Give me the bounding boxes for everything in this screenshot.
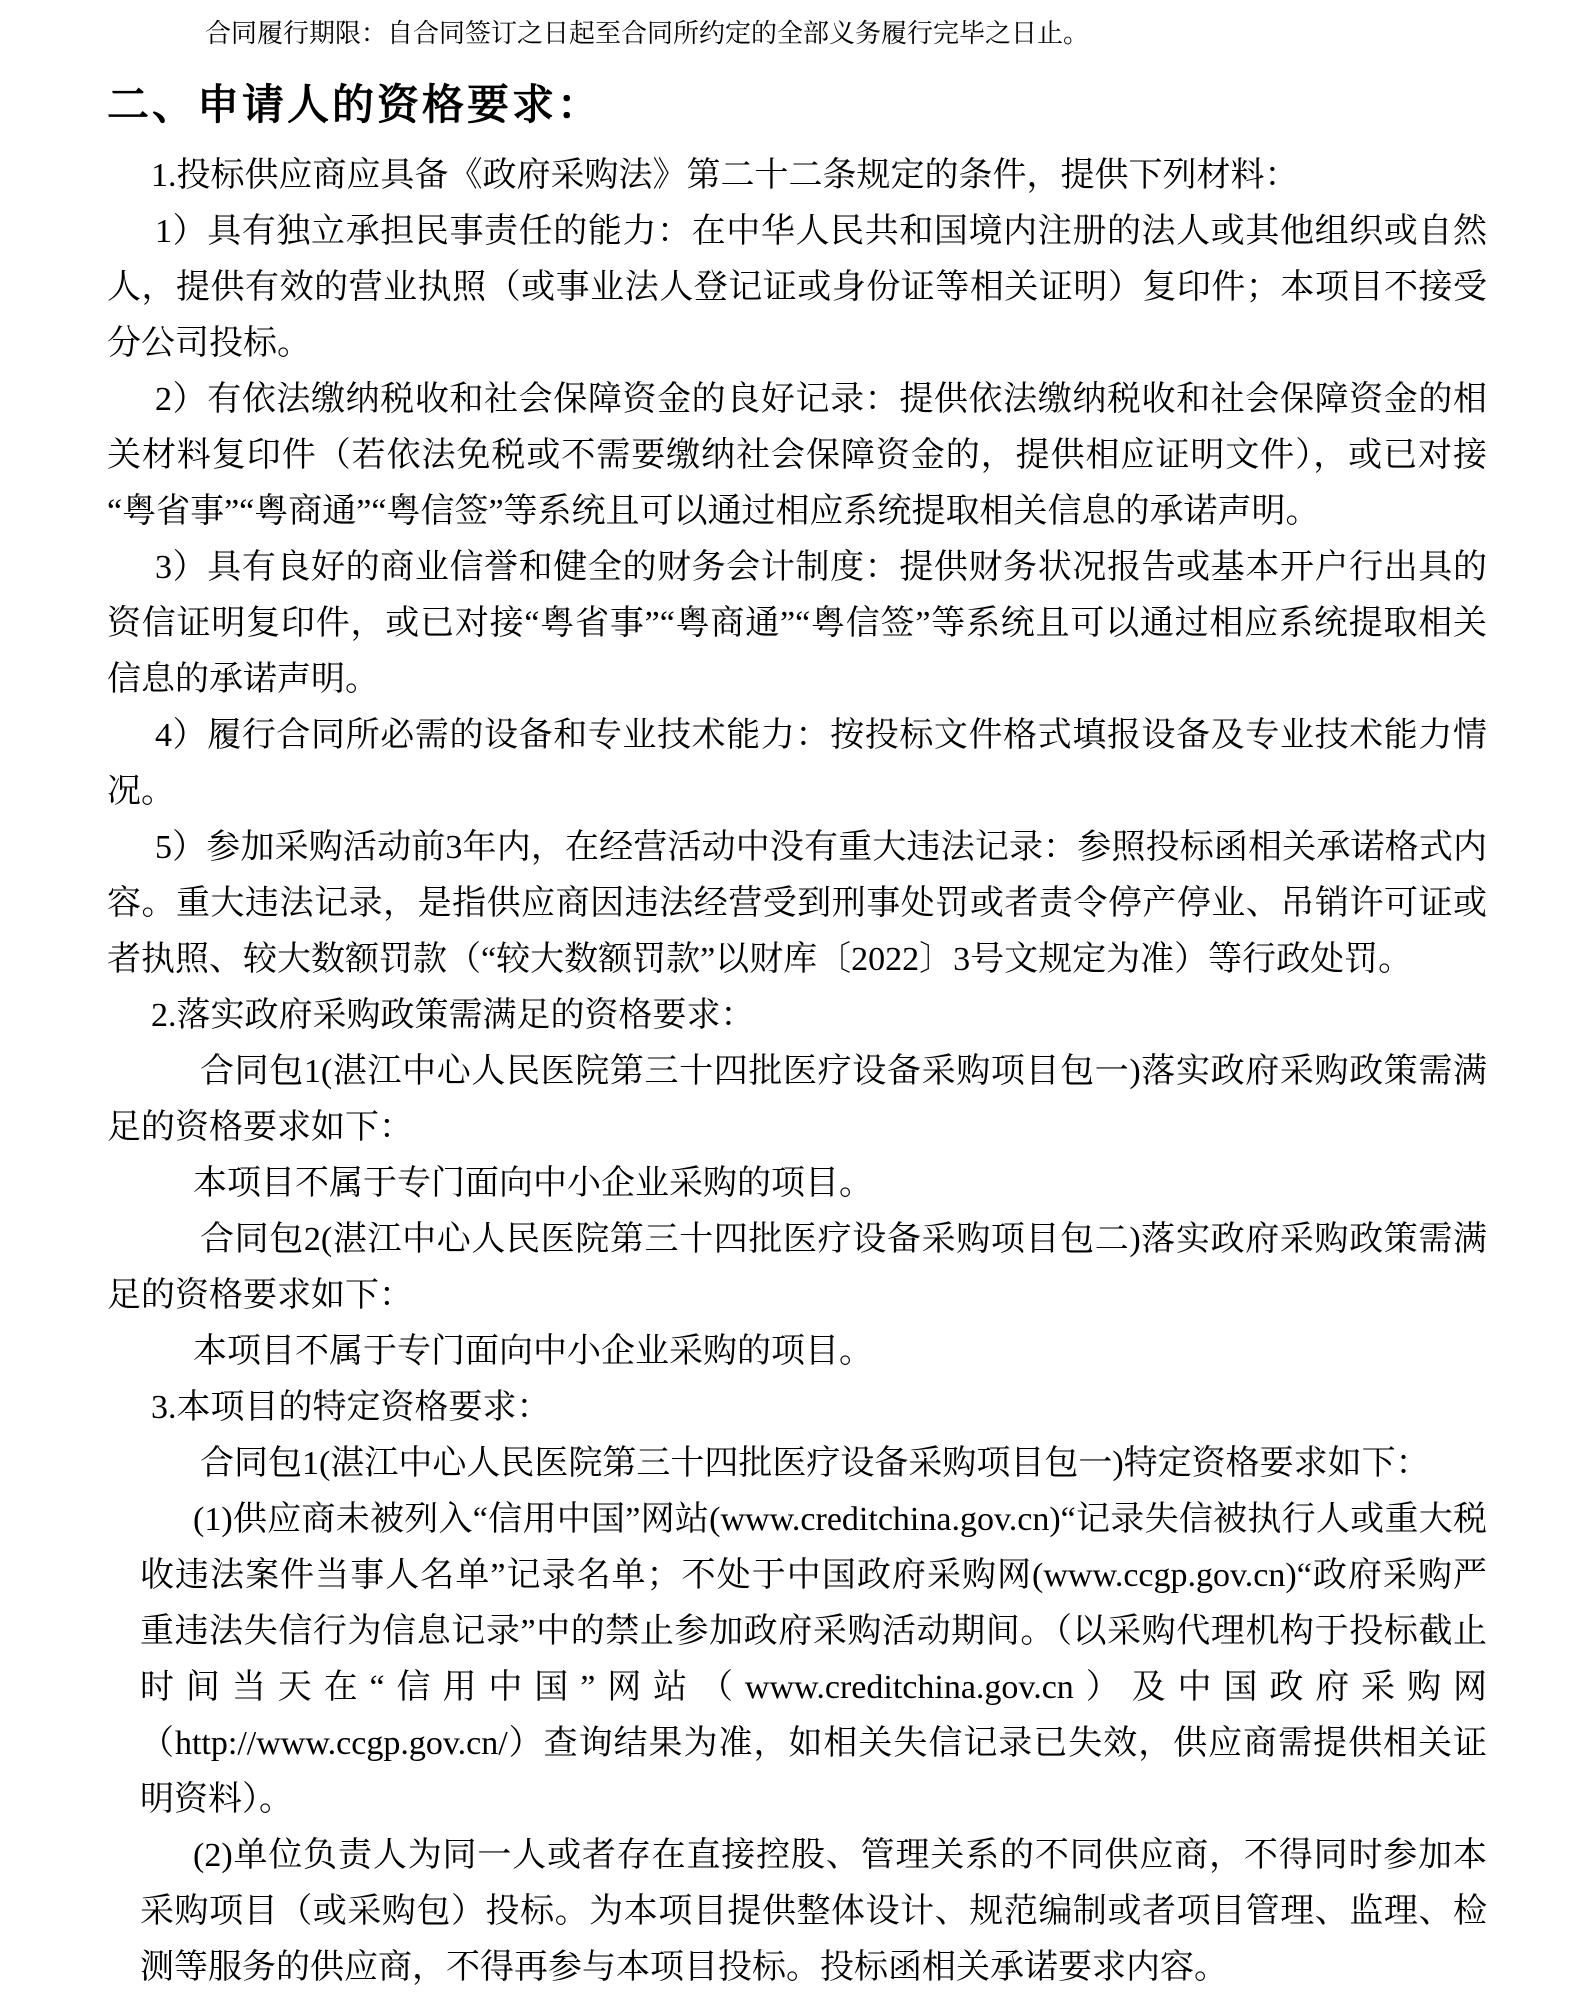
paragraph-no-major-violations: 5）参加采购活动前3年内，在经营活动中没有重大违法记录：参照投标函相关承诺格式内容。重大违法记录，是指供应商因违法经营受到刑事处罚或者责令停产停业、吊销许可证或者执照、较大数额罚款（“较大数额罚款”以财库〔2022〕3号文规定为准）等行政处罚。 (107, 829, 1487, 978)
paragraph-business-reputation: 3）具有良好的商业信誉和健全的财务会计制度：提供财务状况报告或基本开户行出具的资信证明复印件，或已对接“粤省事”“粤商通”“粤信签”等系统且可以通过相应系统提取相关信息的承诺声明。 (107, 549, 1487, 698)
paragraph-tax-social-security: 2）有依法缴纳税收和社会保障资金的良好记录：提供依法缴纳税收和社会保障资金的相关材料复印件（若依法免税或不需要缴纳社会保障资金的，提供相应证明文件），或已对接“粤省事”“粤商通”“粤信签”等系统且可以通过相应系统提取相关信息的承诺声明。 (107, 381, 1487, 530)
paragraph-package1-not-sme: 本项目不属于专门面向中小企业采购的项目。 (193, 1165, 873, 1202)
paragraph-package2-not-sme: 本项目不属于专门面向中小企业采购的项目。 (193, 1333, 873, 1370)
paragraph-supplier-conditions: 1.投标供应商应具备《政府采购法》第二十二条规定的条件，提供下列材料： (151, 157, 1299, 194)
paragraph-specific-requirements: 3.本项目的特定资格要求： (151, 1389, 551, 1426)
paragraph-package2-policy: 合同包2(湛江中心人民医院第三十四批医疗设备采购项目包二)落实政府采购政策需满足的资格要求如下： (107, 1221, 1487, 1314)
section-heading-applicant-qualifications: 二、申请人的资格要求： (107, 83, 603, 129)
paragraph-package1-specific: 合同包1(湛江中心人民医院第三十四批医疗设备采购项目包一)特定资格要求如下： (200, 1445, 1430, 1482)
paragraph-policy-requirements: 2.落实政府采购政策需满足的资格要求： (151, 997, 755, 1034)
paragraph-same-principal-restriction: (2)单位负责人为同一人或者存在直接控股、管理关系的不同供应商，不得同时参加本采购项目（或采购包）投标。为本项目提供整体设计、规范编制或者项目管理、监理、检测等服务的供应商，不得再参与本项目投标。投标函相关承诺要求内容。 (140, 1837, 1487, 1986)
paragraph-package1-policy: 合同包1(湛江中心人民医院第三十四批医疗设备采购项目包一)落实政府采购政策需满足的资格要求如下： (107, 1053, 1487, 1146)
paragraph-equipment-capability: 4）履行合同所必需的设备和专业技术能力：按投标文件格式填报设备及专业技术能力情况。 (107, 717, 1487, 810)
paragraph-credit-china-requirement: (1)供应商未被列入“信用中国”网站(www.creditchina.gov.cn)“记录失信被执行人或重大税收违法案件当事人名单”记录名单；不处于中国政府采购网(www.ccgp.gov.cn)“政府采购严重违法失信行为信息记录”中的禁止参加政府采购活动期间。（以采购代理机构于投标截止时间当天在“信用中国”网站（www.creditchina.gov.cn）及中国政府采购网（http://www.ccgp.gov.cn/）查询结果为准，如相关失信记录已失效，供应商需提供相关证明资料）。 (140, 1501, 1487, 1818)
contract-period-line: 合同履行期限：自合同签订之日起至合同所约定的全部义务履行完毕之日止。 (205, 19, 1090, 48)
paragraph-civil-liability: 1）具有独立承担民事责任的能力：在中华人民共和国境内注册的法人或其他组织或自然人，提供有效的营业执照（或事业法人登记证或身份证等相关证明）复印件；本项目不接受分公司投标。 (107, 213, 1487, 362)
